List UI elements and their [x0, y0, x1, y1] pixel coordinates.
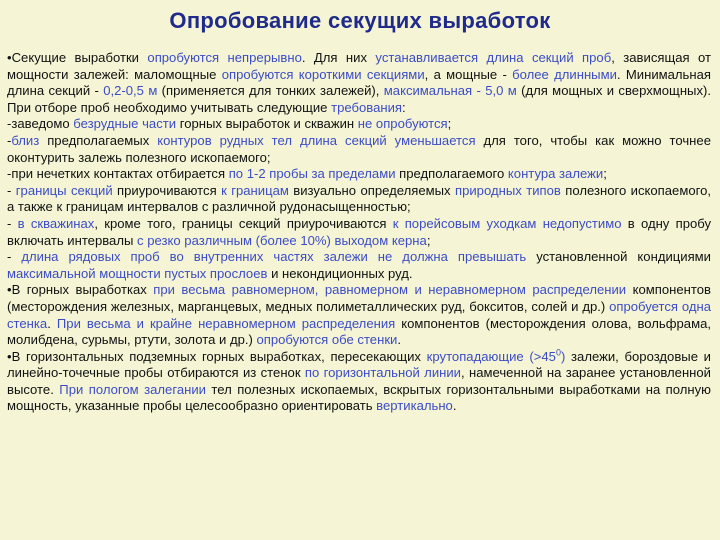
highlighted-text: более длинными	[512, 66, 617, 82]
text-run: (для мощных и сверхмощных). При отборе проб необходимо учитывать следующие	[7, 83, 712, 115]
text-run: компонентов (месторождения железных, марганцевых, медных полиметаллических руд, бокситов, солей и др.)	[7, 282, 711, 314]
paragraph	[7, 349, 711, 415]
highlighted-text: с резко различным (более 10%) выходом керна	[137, 232, 427, 248]
highlighted-text: к границам	[221, 182, 289, 198]
paragraph	[7, 50, 711, 116]
paragraph	[7, 116, 711, 133]
text-run: •В горных выработках	[7, 282, 154, 298]
text-run: залежи, бороздовые и линейно-точечные пробы отбираются из стенок	[7, 348, 711, 381]
highlighted-text: крутопадающие (>45	[426, 348, 556, 364]
highlighted-text: контуров рудных тел длина секций уменьшается	[157, 132, 476, 148]
text-run: установленной кондициями	[526, 249, 711, 265]
paragraph	[7, 166, 711, 183]
highlighted-text: требования	[331, 99, 403, 115]
highlighted-text: не опробуются	[357, 116, 448, 132]
text-run: .	[452, 398, 457, 414]
highlighted-text: 0	[555, 347, 561, 358]
text-run: для того, чтобы как можно точнее оконтурить залежь полезного ископаемого;	[7, 132, 711, 165]
text-run: -	[7, 249, 22, 265]
text-run: визуально определяемых	[288, 182, 455, 198]
text-run: предполагаемых	[39, 132, 158, 148]
highlighted-text: опробуются обе стенки	[256, 332, 398, 348]
text-run: . Минимальная длина секций -	[7, 66, 711, 99]
text-run: , намеченной на заранее установленной высоте.	[7, 365, 711, 397]
highlighted-text: максимальная - 5,0 м	[383, 83, 517, 99]
highlighted-text: При весьма и крайне неравномерном распределения	[56, 315, 396, 331]
highlighted-text: максимальной мощности пустых прослоев	[7, 265, 268, 281]
text-run: горных выработок и скважин	[176, 116, 358, 132]
highlighted-text: При пологом залегании	[59, 381, 206, 397]
text-run: •Секущие выработки	[7, 50, 148, 65]
paragraph	[7, 133, 711, 166]
text-run: предполагаемого	[395, 166, 508, 182]
text-run: ;	[603, 166, 607, 182]
text-run: , зависящая от мощности залежей: маломощные	[7, 50, 711, 82]
paragraph	[7, 282, 711, 348]
text-run: ;	[447, 116, 452, 132]
highlighted-text: по 1-2 пробы за пределами	[228, 166, 396, 182]
text-run: . Для них	[301, 50, 376, 65]
highlighted-text: безрудные части	[73, 116, 177, 132]
highlighted-text: опробуются короткими секциями	[221, 66, 425, 82]
text-run: •В горизонтальных подземных горных выработках, пересекающих	[7, 348, 427, 364]
text-run: -заведомо	[7, 116, 74, 132]
highlighted-text: по горизонтальной линии	[304, 365, 461, 381]
paragraph	[7, 216, 711, 249]
text-run: -	[7, 182, 16, 198]
text-run: приурочиваются	[112, 182, 222, 198]
text-run: -	[7, 215, 18, 231]
highlighted-text: 0,2-0,5 м	[103, 83, 158, 99]
text-run: -при нечетких контактах отбирается	[7, 166, 229, 182]
text-run: компонентов (месторождения олова, вольфрама, молибдена, сурьмы, ртути, золота и др.)	[7, 315, 712, 348]
highlighted-text: близ	[11, 132, 40, 148]
text-run: и некондиционных руд.	[267, 265, 413, 281]
highlighted-text: вертикально	[376, 398, 453, 414]
highlighted-text: )	[560, 348, 566, 364]
text-run: .	[397, 332, 402, 348]
highlighted-text: контура залежи	[507, 166, 604, 182]
highlighted-text: длина рядовых проб во внутренних частях залежи не должна превышать	[21, 249, 527, 265]
paragraph	[7, 249, 711, 282]
slide-body	[7, 50, 711, 415]
highlighted-text: недопустимо	[542, 215, 622, 231]
highlighted-text: опробуются непрерывно	[147, 50, 302, 65]
highlighted-text: границы секций	[15, 182, 113, 198]
text-run: , кроме того, границы секций приурочиваются	[94, 215, 393, 231]
highlighted-text: опробуется одна стенка	[7, 298, 712, 331]
text-run: -	[7, 132, 12, 148]
paragraph	[7, 183, 711, 216]
text-run: тел полезных ископаемых, вскрытых горизонтальными выработками на полную мощность, указанные пробы целесообразно ориентировать	[7, 381, 711, 414]
text-run: в одну пробу включать интервалы	[7, 215, 712, 248]
text-run: ;	[426, 232, 431, 248]
highlighted-text: природных типов	[455, 182, 561, 198]
text-run: .	[47, 315, 57, 331]
text-run: :	[402, 99, 406, 115]
text-run: полезного ископаемого, а также к границам интервалов с различной рудонасыщенностью;	[7, 182, 712, 215]
text-run: , а мощные -	[424, 66, 513, 82]
highlighted-text: при весьма равномерном, равномерном и неравномерном распределении	[153, 282, 627, 298]
highlighted-text: устанавливается длина секций проб	[375, 50, 612, 65]
text-run: (применяется для тонких залежей),	[157, 83, 384, 99]
slide-title: Опробование секущих выработок	[169, 8, 551, 33]
highlighted-text: в скважинах	[17, 215, 95, 231]
highlighted-text: к порейсовым уходкам	[392, 215, 537, 231]
